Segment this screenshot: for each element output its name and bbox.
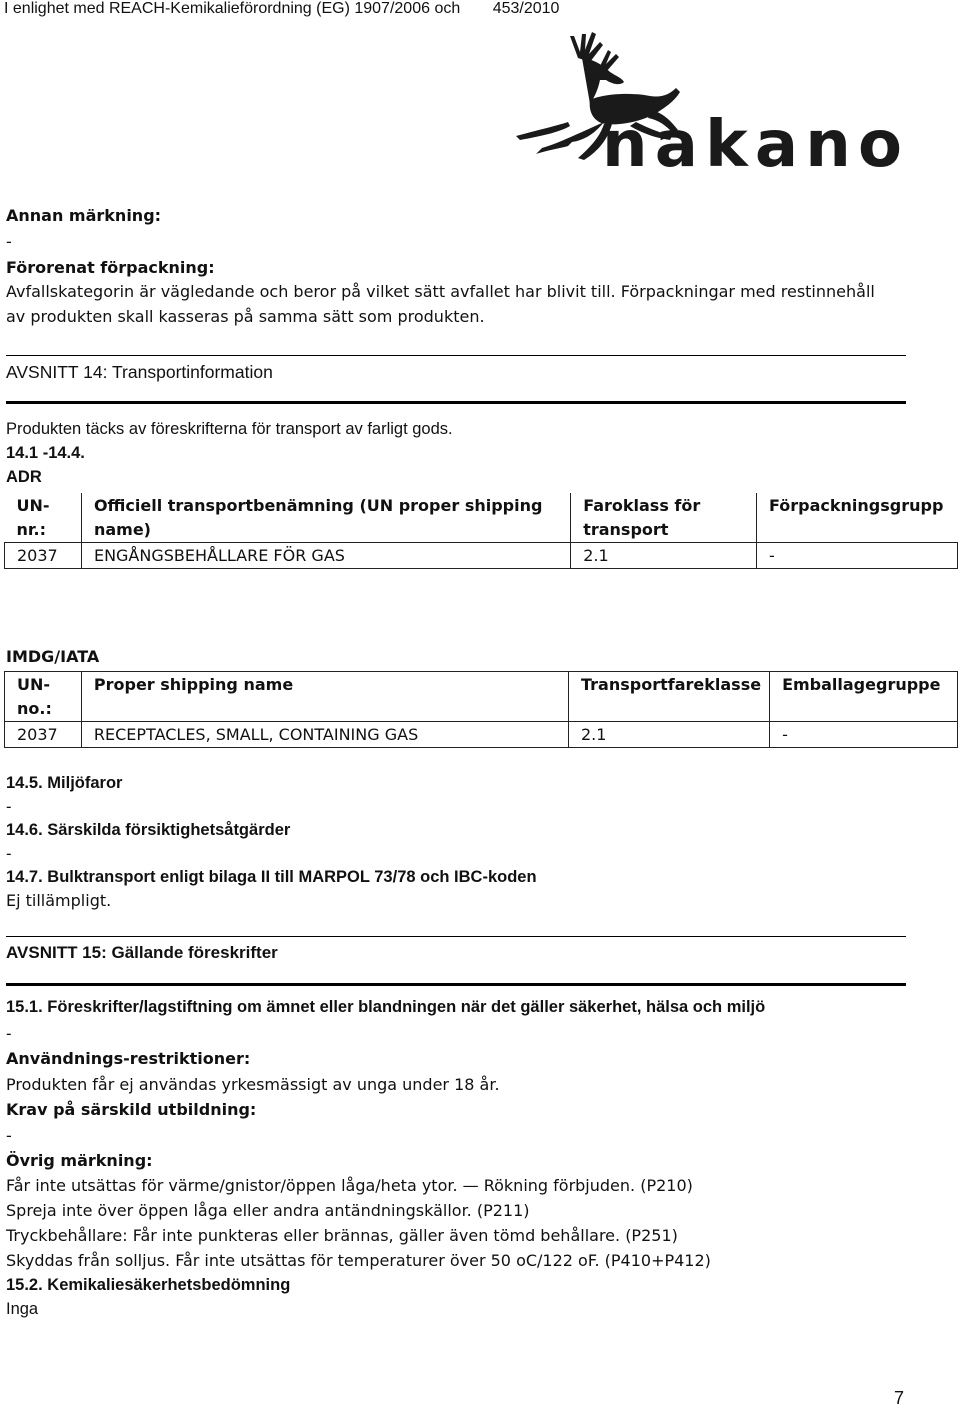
imdg-header-un: UN- no.: <box>5 672 82 722</box>
adr-header-class: Faroklass för transport <box>571 493 757 543</box>
adr-header-group: Förpackningsgrupp <box>756 493 957 543</box>
ovrig-line-4: Skyddas från solljus. Får inte utsättas för temperaturer över 50 oC/122 oF. (P410+P412) <box>6 1251 711 1270</box>
section-14-title: AVSNITT 14: Transportinformation <box>6 362 273 382</box>
ovrig-line-2: Spreja inte över öppen låga eller andra antändningskällor. (P211) <box>6 1201 530 1220</box>
imdg-header-name: Proper shipping name <box>81 672 568 722</box>
adr-label: ADR <box>6 468 42 486</box>
adr-row-group: - <box>756 543 957 569</box>
s151-value: - <box>6 1025 12 1043</box>
ovrig-label: Övrig märkning: <box>6 1151 153 1170</box>
adr-row-class: 2.1 <box>571 543 757 569</box>
krav-label: Krav på särskild utbildning: <box>6 1100 257 1119</box>
section-15-title: AVSNITT 15: Gällande föreskrifter <box>6 943 278 962</box>
s147-title: 14.7. Bulktransport enligt bilaga II till MARPOL 73/78 och IBC-koden <box>6 868 537 886</box>
regulation-number: 453/2010 <box>492 0 560 17</box>
logo-wordmark: nakano <box>602 108 902 172</box>
fororenat-label: Förorenat förpackning: <box>6 258 215 277</box>
s152-title: 15.2. Kemikaliesäkerhetsbedömning <box>6 1276 291 1294</box>
header-regulation <box>4 0 559 18</box>
adr-header-un: UN- nr.: <box>5 493 82 543</box>
krav-value: - <box>6 1126 12 1145</box>
annan-value: - <box>6 232 12 251</box>
imdg-header-class: Transportfareklasse <box>569 672 770 722</box>
section-14-range: 14.1 -14.4. <box>6 444 85 462</box>
imdg-header-row <box>5 672 958 722</box>
s145-title: 14.5. Miljöfaror <box>6 774 123 792</box>
anv-label: Användnings-restriktioner: <box>6 1049 251 1068</box>
adr-table <box>4 493 958 569</box>
adr-header-name: Officiell transportbenämning (UN proper shipping name) <box>81 493 570 543</box>
imdg-row-un: 2037 <box>5 722 82 748</box>
ovrig-line-1: Får inte utsättas för värme/gnistor/öppen låga/heta ytor. — Rökning förbjuden. (P210) <box>6 1176 693 1195</box>
imdg-label: IMDG/IATA <box>6 647 100 666</box>
page-number: 7 <box>893 1388 904 1408</box>
s147-value: Ej tillämpligt. <box>6 891 112 910</box>
adr-row-name: ENGÅNGSBEHÅLLARE FÖR GAS <box>81 543 570 569</box>
imdg-row-group: - <box>770 722 958 748</box>
section-15-rule-top <box>6 936 906 937</box>
imdg-row-name: RECEPTACLES, SMALL, CONTAINING GAS <box>81 722 568 748</box>
fororenat-line-1: Avfallskategorin är vägledande och beror på vilket sätt avfallet har blivit till. Förpackningar med restinnehåll <box>6 282 875 301</box>
regulation-text: I enlighet med REACH-Kemikalieförordning (EG) 1907/2006 och <box>4 0 461 17</box>
ovrig-line-3: Tryckbehållare: Får inte punkteras eller brännas, gäller även tömd behållare. (P251) <box>6 1226 678 1245</box>
nakano-logo <box>512 28 912 172</box>
table-row <box>5 722 958 748</box>
adr-header-row <box>5 493 958 543</box>
annan-label: Annan märkning: <box>6 206 162 225</box>
adr-row-un: 2037 <box>5 543 82 569</box>
s151-title: 15.1. Föreskrifter/lagstiftning om ämnet eller blandningen när det gäller säkerhet, hälsa och miljö <box>6 998 766 1016</box>
section-15-rule-bottom <box>6 983 906 986</box>
s146-value: - <box>6 845 12 863</box>
imdg-row-class: 2.1 <box>569 722 770 748</box>
fororenat-line-2: av produkten skall kasseras på samma sätt som produkten. <box>6 307 485 326</box>
s152-value: Inga <box>6 1300 39 1318</box>
s146-title: 14.6. Särskilda försiktighetsåtgärder <box>6 821 291 839</box>
transport-intro: Produkten täcks av föreskrifterna för transport av farligt gods. <box>6 420 453 438</box>
s145-value: - <box>6 798 12 816</box>
imdg-header-group: Emballagegruppe <box>770 672 958 722</box>
table-row <box>5 543 958 569</box>
anv-value: Produkten får ej användas yrkesmässigt av unga under 18 år. <box>6 1075 500 1094</box>
section-14-rule-bottom <box>6 401 906 404</box>
section-14-rule-top <box>6 355 906 356</box>
imdg-table <box>4 671 958 748</box>
